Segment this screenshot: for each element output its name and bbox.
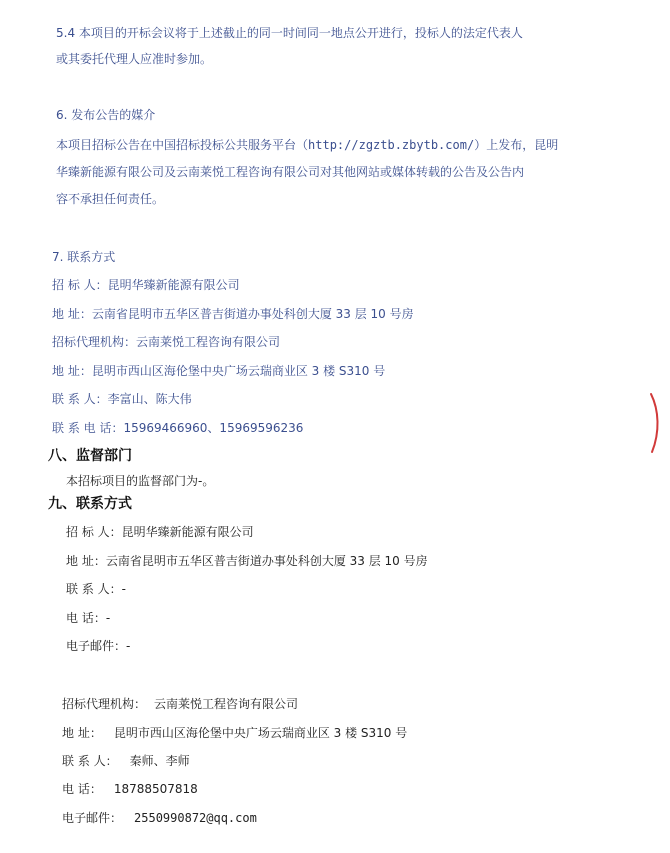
s9-agency-row-name [62, 696, 298, 712]
section-7-title: 7. 联系方式 [52, 250, 116, 264]
s9-agency-label: 地 址： [62, 726, 102, 740]
s7-row-tenderer [52, 277, 240, 293]
s9-agency-label: 招标代理机构： [62, 697, 147, 711]
s9-agency-row-email [62, 810, 257, 826]
section-6-line1-pre: 本项目招标公告在中国招标投标公共服务平台（ [56, 138, 309, 152]
s9-agency-value: 昆明市西山区海伦堡中央广场云瑞商业区 3 楼 S310 号 [113, 726, 408, 740]
s9-row-phone [66, 610, 110, 626]
s9-row-label: 电子邮件： [66, 639, 127, 653]
section-6-line3: 容不承担任何责任。 [56, 192, 165, 206]
s9-row-value: 昆明华臻新能源有限公司 [121, 525, 254, 539]
s9-agency-value: 2550990872@qq.com [134, 811, 257, 825]
platform-url: http://zgztb.zbytb.com/ [308, 138, 475, 152]
s9-agency-label: 电 话： [62, 782, 102, 796]
s9-row-label: 地 址： [66, 554, 106, 568]
s9-agency-row-phone [62, 781, 198, 797]
s7-row-agency [52, 334, 280, 350]
s7-row-label: 招 标 人： [52, 278, 108, 292]
s7-row-contact [52, 391, 192, 407]
s9-agency-row-address [62, 725, 407, 741]
s9-agency-value: 秦师、李师 [129, 754, 190, 768]
s7-row-phone [52, 420, 303, 436]
s9-row-label: 招 标 人： [66, 525, 122, 539]
s9-row-label: 联 系 人： [66, 582, 122, 596]
s9-row-value: - [121, 582, 126, 596]
section-9-title: 九、联系方式 [48, 496, 132, 512]
s9-row-value: 云南省昆明市五华区普吉街道办事处科创大厦 33 层 10 号房 [105, 554, 428, 568]
section-5-4-line2: 或其委托代理人应准时参加。 [56, 52, 213, 66]
section-5-4-line1: 5.4 本项目的开标会议将于上述截止的同一时间同一地点公开进行，投标人的法定代表人 [56, 26, 523, 40]
s9-agency-label: 电子邮件： [62, 811, 123, 825]
s9-agency-row-contact [62, 753, 190, 769]
section-6-line1 [56, 137, 558, 153]
s7-row-value: 昆明华臻新能源有限公司 [107, 278, 240, 292]
margin-pen-mark [648, 392, 662, 454]
s9-row-tenderer [66, 524, 254, 540]
section-6-line2: 华臻新能源有限公司及云南莱悦工程咨询有限公司对其他网站或媒体转载的公告及公告内 [56, 165, 525, 179]
s7-row-value: 云南省昆明市五华区普吉街道办事处科创大厦 33 层 10 号房 [91, 307, 414, 321]
s7-row-agency-address [52, 363, 385, 379]
s7-row-label: 地 址： [52, 307, 92, 321]
s9-row-value: - [126, 639, 131, 653]
section-8-body: 本招标项目的监督部门为-。 [66, 474, 215, 488]
section-6-line1-post: ）上发布，昆明 [474, 138, 559, 152]
s9-agency-value: 18788507818 [113, 782, 198, 796]
s7-row-label: 联 系 人： [52, 392, 108, 406]
s7-row-label: 招标代理机构： [52, 335, 137, 349]
s9-row-address [66, 553, 428, 569]
s9-row-email [66, 638, 130, 654]
s7-row-value: 云南莱悦工程咨询有限公司 [136, 335, 281, 349]
s7-row-address [52, 306, 414, 322]
section-6-title: 6. 发布公告的媒介 [56, 108, 156, 122]
s9-row-label: 电 话： [66, 611, 106, 625]
s9-agency-label: 联 系 人： [62, 754, 118, 768]
s7-row-label: 联 系 电 话： [52, 421, 124, 435]
section-8-title: 八、监督部门 [48, 448, 132, 464]
s7-row-value: 昆明市西山区海伦堡中央广场云瑞商业区 3 楼 S310 号 [91, 364, 386, 378]
s9-row-value: - [105, 611, 111, 625]
s7-row-value: 15969466960、15969596236 [123, 421, 304, 435]
s9-agency-value: 云南莱悦工程咨询有限公司 [154, 697, 299, 711]
s7-row-value: 李富山、陈大伟 [107, 392, 192, 406]
s7-row-label: 地 址： [52, 364, 92, 378]
s9-row-contact [66, 581, 126, 597]
